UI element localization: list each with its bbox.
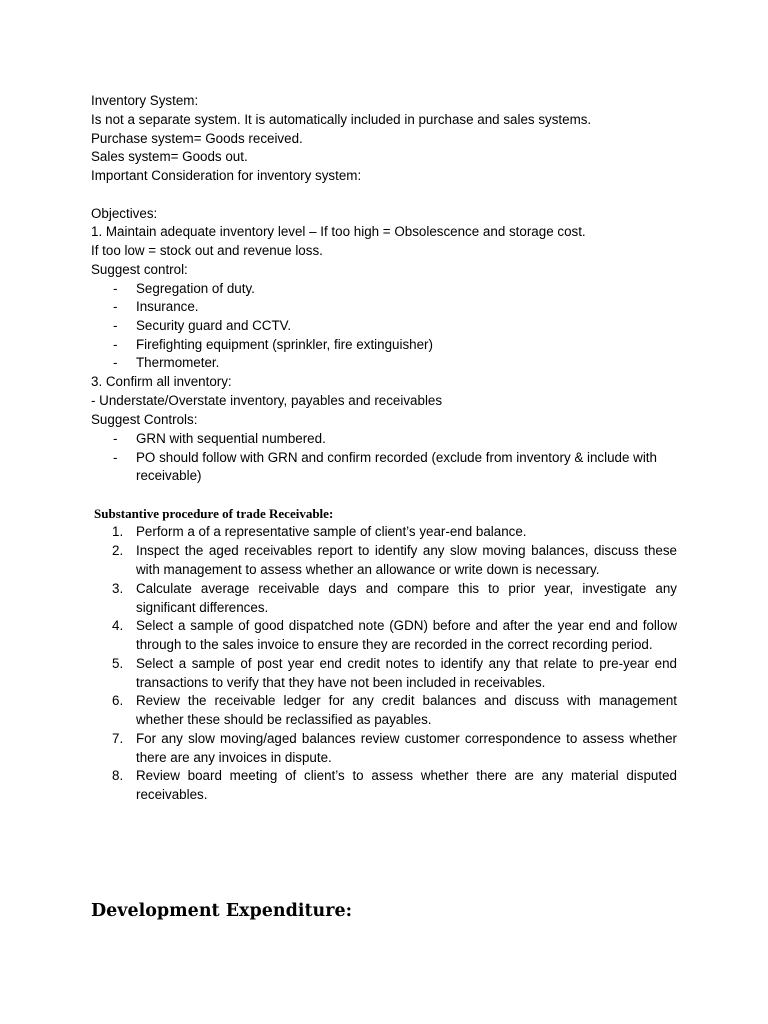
item-number: 6.: [112, 693, 124, 708]
objective-item-1: 1. Maintain adequate inventory level – If too high = Obsolescence and storage cost.: [91, 224, 586, 239]
objectives-heading: Objectives:: [91, 206, 158, 221]
bullet-dash: -: [113, 299, 118, 314]
bullet-dash: -: [113, 450, 118, 465]
intro-line: Important Consideration for inventory system:: [91, 168, 362, 183]
bullet-dash: -: [113, 281, 118, 296]
objective-item-3-sub: - Understate/Overstate inventory, payables and receivables: [91, 393, 443, 408]
objective-item-3: 3. Confirm all inventory:: [91, 374, 232, 389]
item-text: Review the receivable ledger for any credit balances and discuss with management whether these should be reclassified as payables.: [136, 693, 677, 727]
bullet-dash: -: [113, 318, 118, 333]
bullet-dash: -: [113, 431, 118, 446]
bullet-text: PO should follow with GRN and confirm recorded (exclude from inventory & include with: [136, 450, 657, 465]
item-number: 2.: [112, 543, 124, 558]
item-text: Calculate average receivable days and compare this to prior year, investigate any significant differences.: [136, 581, 677, 615]
item-number: 7.: [112, 731, 124, 746]
bullet-text: Insurance.: [136, 299, 199, 314]
item-number: 8.: [112, 768, 124, 783]
intro-line: Purchase system= Goods received.: [91, 131, 303, 146]
bullet-text: receivable): [136, 468, 202, 483]
development-expenditure-heading: Development Expenditure:: [91, 901, 353, 921]
bullet-dash: -: [113, 337, 118, 352]
bullet-text: Segregation of duty.: [136, 281, 255, 296]
item-number: 4.: [112, 618, 124, 633]
item-number: 5.: [112, 656, 124, 671]
item-text: Select a sample of good dispatched note (GDN) before and after the year end and follow through to the sales invoice to ensure they are recorded in the correct recording period.: [136, 618, 677, 652]
bullet-dash: -: [113, 355, 118, 370]
inventory-system-heading: Inventory System:: [91, 93, 199, 108]
bullet-text: Thermometer.: [136, 355, 220, 370]
item-text: Inspect the aged receivables report to identify any slow moving balances, discuss these with management to assess whether an allowance or write down is necessary.: [136, 543, 677, 577]
item-number: 3.: [112, 581, 124, 596]
bullet-text: Security guard and CCTV.: [136, 318, 292, 333]
item-text: Review board meeting of client’s to assess whether there are any material disputed receivables.: [136, 768, 677, 802]
item-text: Perform a of a representative sample of client’s year-end balance.: [136, 524, 527, 539]
bullet-text: GRN with sequential numbered.: [136, 431, 326, 446]
intro-line: Is not a separate system. It is automatically included in purchase and sales systems.: [91, 112, 592, 127]
item-number: 1.: [112, 524, 124, 539]
item-text: For any slow moving/aged balances review customer correspondence to assess whether there are any invoices in dispute.: [136, 731, 677, 765]
suggest-controls-label: Suggest Controls:: [91, 412, 198, 427]
item-text: Select a sample of post year end credit notes to identify any that relate to pre-year end transactions to verify that they have not been included in receivables.: [136, 656, 677, 690]
suggest-control-label: Suggest control:: [91, 262, 188, 277]
objective-item-1-continued: If too low = stock out and revenue loss.: [91, 243, 323, 258]
bullet-text: Firefighting equipment (sprinkler, fire extinguisher): [136, 337, 433, 352]
intro-line: Sales system= Goods out.: [91, 149, 248, 164]
receivable-procedures-heading: Substantive procedure of trade Receivable:: [94, 506, 334, 521]
